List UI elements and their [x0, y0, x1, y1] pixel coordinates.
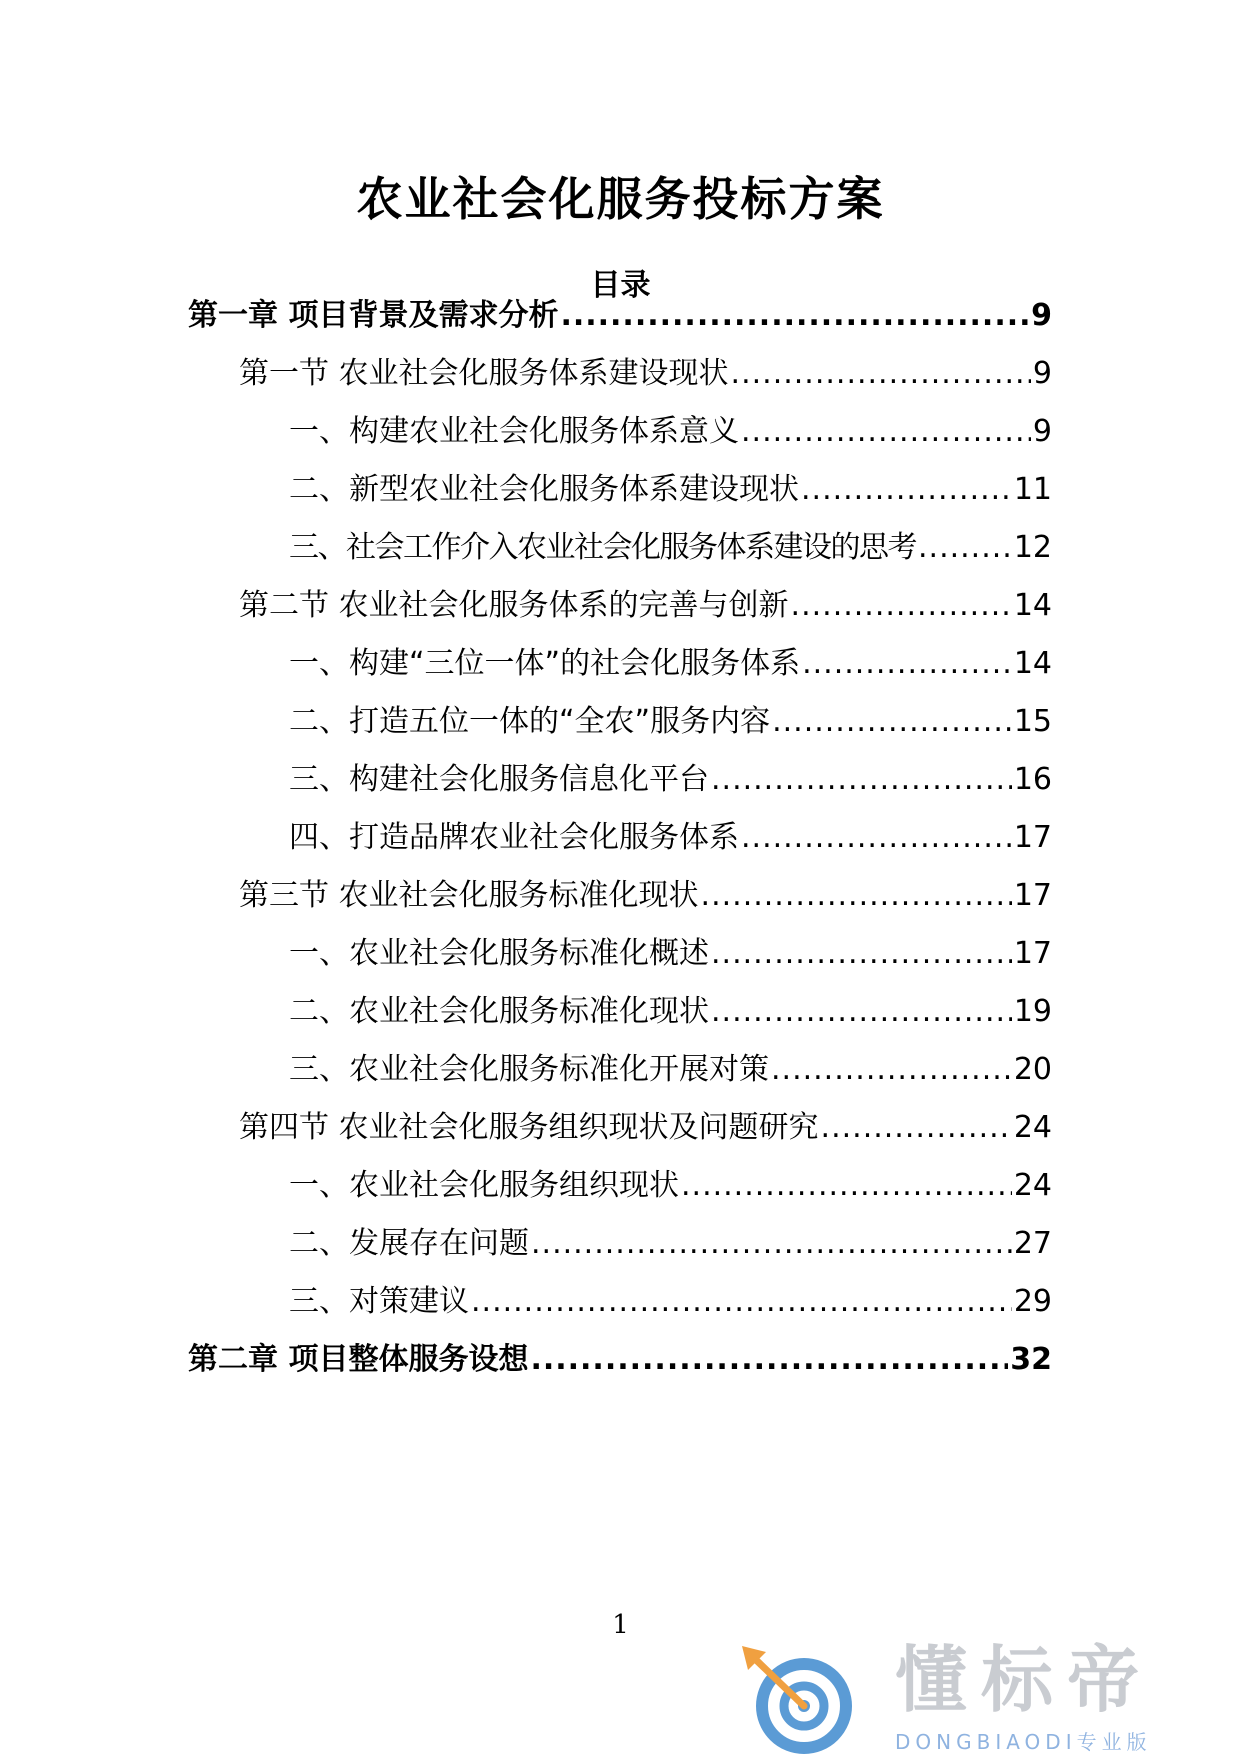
toc-leader-dots	[701, 876, 1012, 916]
toc-entry-page: 17	[1013, 878, 1052, 913]
toc-entry-title: 二、新型农业社会化服务体系建设现状	[289, 472, 799, 507]
toc-entry-page: 24	[1013, 1110, 1052, 1145]
toc-entry-page: 16	[1013, 762, 1052, 797]
toc-heading: 目录	[590, 268, 651, 303]
toc-entry[interactable]	[289, 702, 1052, 742]
toc-leader-dots	[741, 818, 1012, 858]
toc-leader-dots	[560, 296, 1029, 336]
toc-entry-page: 32	[1010, 1342, 1052, 1377]
toc-leader-dots	[801, 470, 1012, 510]
toc-entry[interactable]	[289, 818, 1052, 858]
toc-entry-title: 第二节 农业社会化服务体系的完善与创新	[239, 588, 789, 623]
toc-leader-dots	[731, 354, 1031, 394]
toc-entry[interactable]	[289, 934, 1052, 974]
toc-entry-page: 17	[1013, 820, 1052, 855]
toc-entry-title: 二、农业社会化服务标准化现状	[289, 994, 709, 1029]
toc-entry[interactable]	[289, 1224, 1052, 1264]
toc-entry-title: 第三节 农业社会化服务标准化现状	[239, 878, 699, 913]
toc-leader-dots	[741, 412, 1031, 452]
toc-leader-dots	[471, 1282, 1012, 1322]
toc-entry-title: 三、农业社会化服务标准化开展对策	[289, 1052, 769, 1087]
target-arrow-icon	[740, 1640, 880, 1754]
toc-entry-title: 二、发展存在问题	[289, 1226, 529, 1261]
watermark-tagline: DONGBIAODI专业版	[895, 1730, 1152, 1754]
toc-entry-title: 三、对策建议	[289, 1284, 469, 1319]
toc-entry-page: 9	[1032, 356, 1052, 391]
toc-entry[interactable]	[289, 992, 1052, 1032]
toc-entry-page: 14	[1013, 588, 1052, 623]
toc-entry[interactable]	[289, 644, 1052, 684]
watermark-brand: 懂标帝	[895, 1638, 1154, 1722]
toc-entry-title: 第四节 农业社会化服务组织现状及问题研究	[239, 1110, 819, 1145]
toc-leader-dots	[530, 1340, 1008, 1380]
toc-entry-page: 15	[1013, 704, 1052, 739]
toc-entry-page: 24	[1013, 1168, 1052, 1203]
toc-entry-page: 27	[1013, 1226, 1052, 1261]
toc-leader-dots	[531, 1224, 1012, 1264]
toc-entry-page: 11	[1013, 472, 1052, 507]
toc-entry-title: 四、打造品牌农业社会化服务体系	[289, 820, 739, 855]
toc-entry-page: 29	[1013, 1284, 1052, 1319]
toc-leader-dots	[711, 992, 1012, 1032]
toc-entry[interactable]	[239, 354, 1052, 394]
toc-entry[interactable]	[289, 470, 1052, 510]
toc-leader-dots	[802, 644, 1012, 684]
toc-entry[interactable]	[239, 586, 1052, 626]
toc-entry-page: 19	[1013, 994, 1052, 1029]
toc-entry-page: 17	[1013, 936, 1052, 971]
toc-entry-page: 12	[1013, 530, 1052, 565]
toc-leader-dots	[711, 760, 1012, 800]
toc-entry[interactable]	[239, 1108, 1052, 1148]
toc-entry[interactable]	[289, 1050, 1052, 1090]
toc-entry-title: 一、农业社会化服务标准化概述	[289, 936, 709, 971]
toc-entry-title: 一、构建农业社会化服务体系意义	[289, 414, 739, 449]
toc-entry[interactable]	[188, 1340, 1052, 1380]
toc-entry[interactable]	[289, 1166, 1052, 1206]
toc-entry-title: 第一章 项目背景及需求分析	[188, 298, 559, 333]
toc-leader-dots	[771, 1050, 1012, 1090]
toc-entry-page: 9	[1032, 414, 1052, 449]
toc-leader-dots	[821, 1108, 1012, 1148]
toc-entry-title: 第一节 农业社会化服务体系建设现状	[239, 356, 729, 391]
toc-entry[interactable]	[289, 1282, 1052, 1322]
toc-entry[interactable]	[239, 876, 1052, 916]
toc-entry-title: 三、社会工作介入农业社会化服务体系建设的思考	[289, 530, 916, 565]
toc-entry[interactable]	[289, 412, 1052, 452]
toc-leader-dots	[918, 528, 1012, 568]
toc-entry[interactable]	[188, 296, 1052, 336]
toc-entry-title: 一、构建“三位一体”的社会化服务体系	[289, 646, 801, 681]
toc-entry-title: 二、打造五位一体的“全农”服务内容	[289, 704, 771, 739]
page-number: 1	[612, 1610, 629, 1640]
toc-entry-page: 14	[1013, 646, 1052, 681]
toc-entry-page: 9	[1031, 298, 1052, 333]
toc-entry[interactable]	[289, 528, 1052, 568]
toc-leader-dots	[772, 702, 1012, 742]
toc-leader-dots	[711, 934, 1012, 974]
toc-entry-page: 20	[1013, 1052, 1052, 1087]
toc-entry-title: 一、农业社会化服务组织现状	[289, 1168, 679, 1203]
document-title: 农业社会化服务投标方案	[356, 172, 885, 226]
toc-leader-dots	[681, 1166, 1012, 1206]
toc-entry[interactable]	[289, 760, 1052, 800]
toc-entry-title: 第二章 项目整体服务设想	[188, 1342, 529, 1377]
toc-entry-title: 三、构建社会化服务信息化平台	[289, 762, 709, 797]
watermark-logo	[740, 1640, 1220, 1754]
toc-leader-dots	[791, 586, 1012, 626]
